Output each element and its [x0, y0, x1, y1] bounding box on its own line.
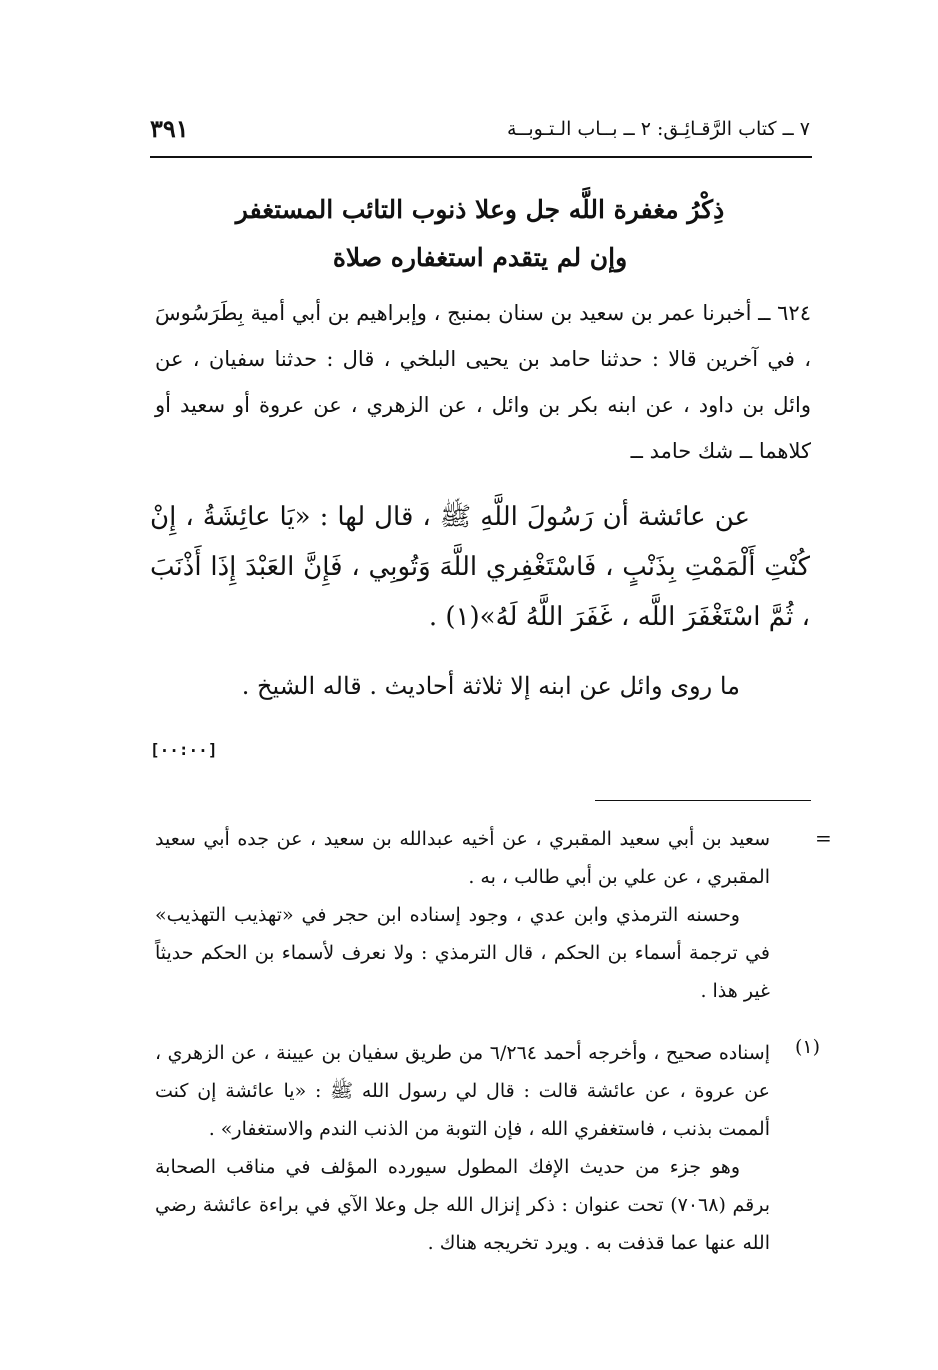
- hadith-marker: [٠٠:٠٠]: [150, 740, 218, 759]
- footnote-number: (١): [794, 1036, 820, 1058]
- page-header: [150, 112, 810, 152]
- page-number: ٣٩١: [150, 114, 189, 143]
- running-title: ٧ ــ كتاب الرَّقـائِـق: ٢ ــ بــاب الـتـوبــة: [507, 118, 810, 140]
- section-heading-line-1: ذِكْرُ مغفرة اللَّه جل وعلا ذنوب التائب المستغفر: [235, 195, 725, 224]
- footnote-continuation-mark: =: [815, 826, 832, 850]
- footnote-paragraph: إسناده صحيح ، وأخرجه أحمد ٦/٢٦٤ من طريق سفيان بن عيينة ، عن الزهري ، عن عروة ، عن عائشة قالت : قال لي رسول الله ﷺ : «يا عائشة إن كنت ألممت بذنب ، فاستغفري الله ، فإن التوبة من الذنب الندم والاستغفار» .: [155, 1042, 770, 1140]
- footnote-paragraph: وهو جزء من حديث الإفك المطول سيورده المؤلف في مناقب الصحابة برقم (٧٠٦٨) تحت عنوان : ذكر إنزال الله جل وعلا الآي في براءة عائشة رضي الله عنها عما قذفت به . ويرد تخريجه هناك .: [155, 1156, 770, 1254]
- footnote-paragraph: وحسنه الترمذي وابن عدي ، وجود إسناده ابن حجر في «تهذيب التهذيب» في ترجمة أسماء بن الحكم ، قال الترمذي : ولا نعرف لأسماء بن الحكم حديثاً غير هذا .: [155, 904, 770, 1002]
- hadith-isnad: ٦٢٤ ــ أخبرنا عمر بن سعيد بن سنان بمنبج ، وإبراهيم بن أبي أمية بِطَرَسُوسَ ، في آخرين قالا : حدثنا حامد بن يحيى البلخي ، قال : حدثنا سفيان ، عن وائل بن داود ، عن ابنه بكر بن وائل ، عن الزهري ، عن عروة أو سعيد أو كلاهما ــ شك حامد ــ: [155, 301, 811, 463]
- header-divider: [150, 156, 812, 158]
- hadith-matn: عن عائشة أن رَسُولَ اللَّهِ ﷺ ، قال لها : «يَا عائِشَةُ ، إِنْ كُنْتِ أَلْمَمْتِ بِذَنْبٍ ، فَاسْتَغْفِري اللَّهَ وَتُوبِي ، فَإِنَّ العَبْدَ إِذَا أَذْنَبَ ، ثُمَّ اسْتَغْفَرَ اللَّه ، غَفَرَ اللَّهُ لَهُ»(١) .: [150, 502, 810, 632]
- footnote-continuation: [155, 820, 770, 1010]
- footnote-1: [155, 1034, 770, 1262]
- section-heading-line-2: وإن لم يتقدم استغفاره صلاة: [332, 243, 628, 272]
- author-remark: ما روى وائل عن ابنه إلا ثلاثة أحاديث . قاله الشيخ .: [241, 672, 740, 700]
- section-heading: [150, 186, 810, 282]
- footnote-divider: [595, 800, 811, 801]
- footnote-paragraph: سعيد بن أبي سعيد المقبري ، عن أخيه عبدالله بن سعيد ، عن جده أبي سعيد المقبري ، عن علي بن أبي طالب ، به .: [155, 828, 770, 888]
